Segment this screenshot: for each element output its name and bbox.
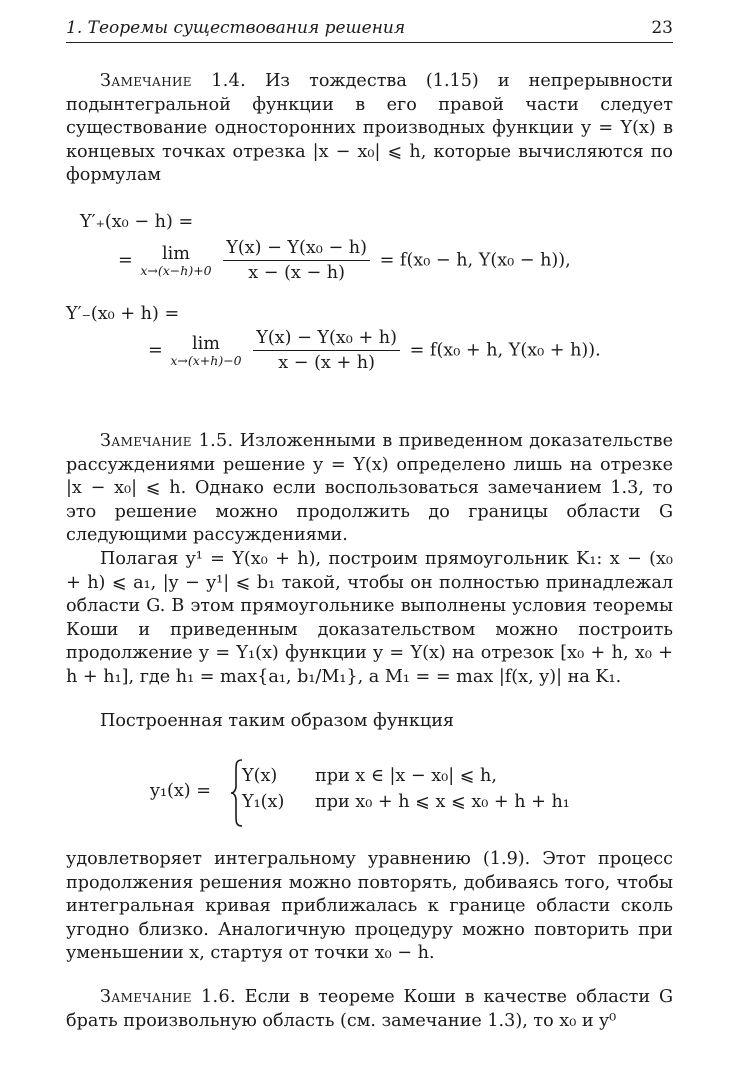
remark-text: Из тождества (1.15) и непрерывности подынтегральной функции в его правой части следует существование односторонних производных функции y = Y(x) в концевых точках отрезка |x − x₀| ⩽ h, которые вычисляются по формулам (66, 71, 674, 186)
paragraph-udovletvoryaet: удовлетворяет интегральному уравнению (1.9). Этот процесс продолжения решения можно повторять, добиваясь того, чтобы интегральная кривая приближалась к границе области сколь угодно близко. Аналогичную процедуру можно повторить при уменьшении x, стартуя от точки x₀ − h. (66, 849, 673, 964)
lim-subscript: x→(x+h)−0 (170, 352, 242, 368)
paragraph-postroennaya: Построенная таким образом функция (100, 711, 455, 731)
remark-1-6 (66, 986, 673, 1033)
limit-operator (140, 244, 211, 278)
lim-word: lim (192, 333, 220, 354)
case-1-condition: при x ∈ |x − x₀| ⩽ h, (315, 766, 497, 786)
formula-2-rhs: = f(x₀ + h, Y(x₀ + h)). (409, 340, 601, 361)
lim-subscript: x→(x−h)+0 (140, 262, 212, 278)
running-header (66, 14, 673, 43)
formula-1-body (118, 238, 571, 283)
fraction-denominator: x − (x − h) (248, 263, 345, 283)
remark-1-4 (66, 70, 673, 188)
remark-text: Если в теореме Коши в качестве области G брать произвольную область (см. замечание 1.3), то x₀ и y⁰ (66, 987, 674, 1031)
remark-1-5 (66, 430, 673, 548)
chapter-title: 1. Теоремы существования решения (66, 18, 406, 38)
piecewise-formula (150, 758, 630, 830)
fraction-denominator: x − (x + h) (278, 353, 375, 373)
fraction-numerator: Y(x) − Y(x₀ − h) (223, 238, 370, 261)
formula-1-eq: = (118, 250, 133, 271)
remark-label: Замечание 1.6. (100, 987, 236, 1007)
case-2-value: Y₁(x) (242, 792, 285, 812)
remark-text: Изложенными в приведенном доказательстве рассуждениями решение y = Y(x) определено лишь на отрезке |x − x₀| ⩽ h. Однако если воспользоваться замечанием 1.3, то это решение можно продолжить до границы области G следующими рассуждениями. (66, 431, 673, 546)
paragraph-polagaya: Полагая y¹ = Y(x₀ + h), построим прямоугольник K₁: x − (x₀ + h) ⩽ a₁, |y − y¹| ⩽ b₁ такой, чтобы он полностью принадлежал области G. В этом прямоугольнике выполнены условия теоремы Коши и приведенным доказательством можно построить продолжение y = Y₁(x) функции y = Y(x) на отрезок [x₀ + h, x₀ + h + h₁], где h₁ = max{a₁, b₁/M₁}, а M₁ = = max |f(x, y)| на K₁. (66, 549, 673, 687)
limit-operator (170, 334, 241, 368)
formula-1-lhs: Y′₊(x₀ − h) = (80, 212, 194, 232)
page-number: 23 (651, 18, 673, 38)
piecewise-lhs: y₁(x) = (150, 781, 211, 801)
remark-label: Замечание 1.5. (100, 431, 234, 451)
remark-label: Замечание 1.4. (100, 71, 246, 91)
formula-2-lhs: Y′₋(x₀ + h) = (66, 304, 180, 324)
formula-1-rhs: = f(x₀ − h, Y(x₀ − h)), (379, 250, 571, 271)
fraction (223, 238, 370, 283)
lim-word: lim (162, 243, 190, 264)
case-1-value: Y(x) (242, 766, 278, 786)
formula-2-eq: = (148, 340, 163, 361)
case-2-condition: при x₀ + h ⩽ x ⩽ x₀ + h + h₁ (315, 792, 570, 812)
fraction (253, 328, 400, 373)
formula-2-body (148, 328, 601, 373)
fraction-numerator: Y(x) − Y(x₀ + h) (253, 328, 400, 351)
